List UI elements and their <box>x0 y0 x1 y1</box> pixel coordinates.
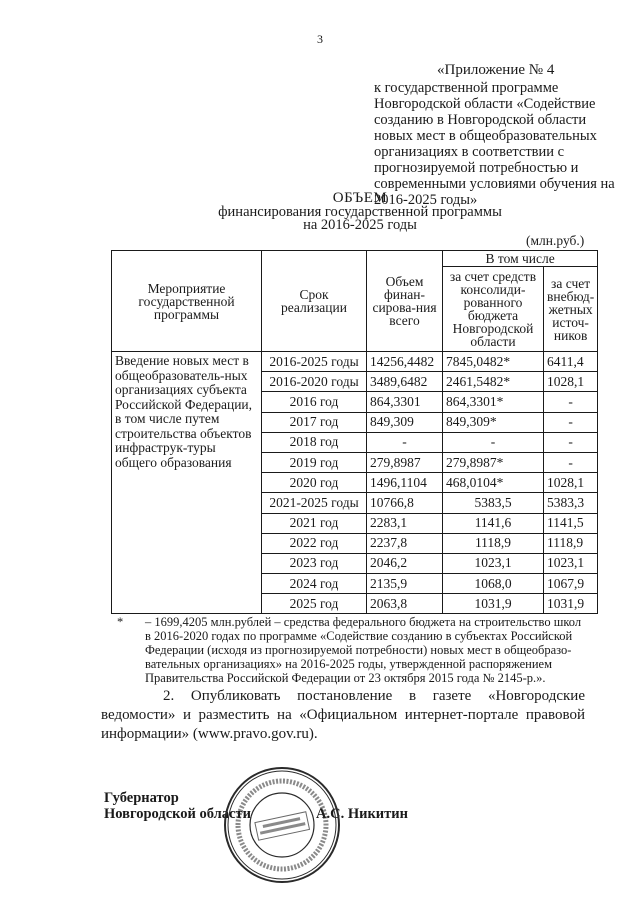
cell-external: 1028,1 <box>544 473 598 493</box>
cell-total: 2135,9 <box>367 574 443 594</box>
cell-external: 1028,1 <box>544 372 598 392</box>
header-external: за счет внебюд-жетных источ-ников <box>544 267 598 352</box>
cell-external: - <box>544 432 598 452</box>
subtitle-line-2: на 2016-2025 годы <box>303 217 417 233</box>
cell-total: 2046,2 <box>367 553 443 573</box>
cell-period: 2019 год <box>262 452 367 472</box>
cell-total: 2063,8 <box>367 594 443 614</box>
header-total: Объем финан-сирова-ния всего <box>367 251 443 352</box>
cell-period: 2016-2025 годы <box>262 352 367 372</box>
cell-consolidated: 5383,5 <box>443 493 544 513</box>
cell-period: 2024 год <box>262 574 367 594</box>
cell-consolidated: 2461,5482* <box>443 372 544 392</box>
table-row <box>112 352 598 372</box>
cell-period: 2023 год <box>262 553 367 573</box>
document-title: ОБЪЕМ <box>332 190 388 206</box>
cell-consolidated: 468,0104* <box>443 473 544 493</box>
page-number: 3 <box>317 32 323 46</box>
cell-consolidated: 279,8987* <box>443 452 544 472</box>
signer-name: А.С. Никитин <box>316 806 408 822</box>
cell-period: 2025 год <box>262 594 367 614</box>
cell-external: 1141,5 <box>544 513 598 533</box>
cell-external: - <box>544 392 598 412</box>
cell-consolidated: 864,3301* <box>443 392 544 412</box>
cell-total: 849,309 <box>367 412 443 432</box>
cell-consolidated: 1023,1 <box>443 553 544 573</box>
appendix-title: «Приложение № 4 <box>437 62 555 78</box>
cell-total: 2237,8 <box>367 533 443 553</box>
cell-total: - <box>367 432 443 452</box>
footnote <box>117 615 587 685</box>
cell-period: 2016-2020 годы <box>262 372 367 392</box>
cell-consolidated: 849,309* <box>443 412 544 432</box>
cell-consolidated: 1118,9 <box>443 533 544 553</box>
cell-period: 2022 год <box>262 533 367 553</box>
cell-external: 1031,9 <box>544 594 598 614</box>
cell-consolidated: 1031,9 <box>443 594 544 614</box>
cell-consolidated: 1141,6 <box>443 513 544 533</box>
cell-total: 279,8987 <box>367 452 443 472</box>
cell-external: - <box>544 412 598 432</box>
financing-table <box>111 250 598 614</box>
stamp-ring-lettering <box>238 781 326 869</box>
cell-total: 2283,1 <box>367 513 443 533</box>
cell-external: - <box>544 452 598 472</box>
cell-period: 2017 год <box>262 412 367 432</box>
cell-external: 5383,3 <box>544 493 598 513</box>
cell-period: 2021 год <box>262 513 367 533</box>
cell-total: 1496,1104 <box>367 473 443 493</box>
cell-total: 864,3301 <box>367 392 443 412</box>
cell-external: 1118,9 <box>544 533 598 553</box>
signature-region: Новгородской области <box>104 806 251 822</box>
cell-consolidated: - <box>443 432 544 452</box>
cell-period: 2020 год <box>262 473 367 493</box>
cell-period: 2018 год <box>262 432 367 452</box>
activity-cell: Введение новых мест в общеобразователь-ных организациях субъекта Российской Федерации, в том числе путем строительства объектов инфраструк-туры общего образования <box>112 352 262 614</box>
cell-period: 2016 год <box>262 392 367 412</box>
header-period: Срок реализации <box>262 251 367 352</box>
unit-label: (млн.руб.) <box>526 233 585 248</box>
footnote-mark: * <box>117 615 124 629</box>
header-activity: Мероприятие государственной программы <box>112 251 262 352</box>
official-stamp <box>222 765 342 885</box>
cell-consolidated: 1068,0 <box>443 574 544 594</box>
signature-position: Губернатор <box>104 790 179 806</box>
cell-total: 10766,8 <box>367 493 443 513</box>
cell-period: 2021-2025 годы <box>262 493 367 513</box>
cell-total: 14256,4482 <box>367 352 443 372</box>
item-2-paragraph: 2. Опубликовать постановление в газете «Новгородские ведомости» и разместить на «Официальном интернет-портале правовой информации» (www.pravo.gov.ru). <box>101 688 585 742</box>
appendix-text: к государственной программе Новгородской области «Содействие созданию в Новгородской области новых мест в общеобразовательных организациях в соответствии с прогнозируемой потребностью и современными условиями обучения на 2016-2025 годы» <box>374 80 615 208</box>
cell-total: 3489,6482 <box>367 372 443 392</box>
header-including: В том числе <box>443 251 598 267</box>
cell-external: 1067,9 <box>544 574 598 594</box>
cell-external: 6411,4 <box>544 352 598 372</box>
subtitle-line-1: финансирования государственной программы <box>218 204 502 220</box>
cell-external: 1023,1 <box>544 553 598 573</box>
footnote-text: – 1699,4205 млн.рублей – средства федерального бюджета на строительство школ в 2016-2020 годах по программе «Содействие созданию в субъектах Российской Федерации (исходя из прогнозируемой потребности) новых мест в общеобразо-вательных организациях» на 2016-2025 годы, утвержденной распоряжением Правительства Российской Федерации от 23 октября 2015 года № 2145-р.». <box>145 615 582 685</box>
document-subtitle <box>0 206 640 232</box>
cell-consolidated: 7845,0482* <box>443 352 544 372</box>
header-consolidated: за счет средств консолиди-рованного бюджета Новгородской области <box>443 267 544 352</box>
